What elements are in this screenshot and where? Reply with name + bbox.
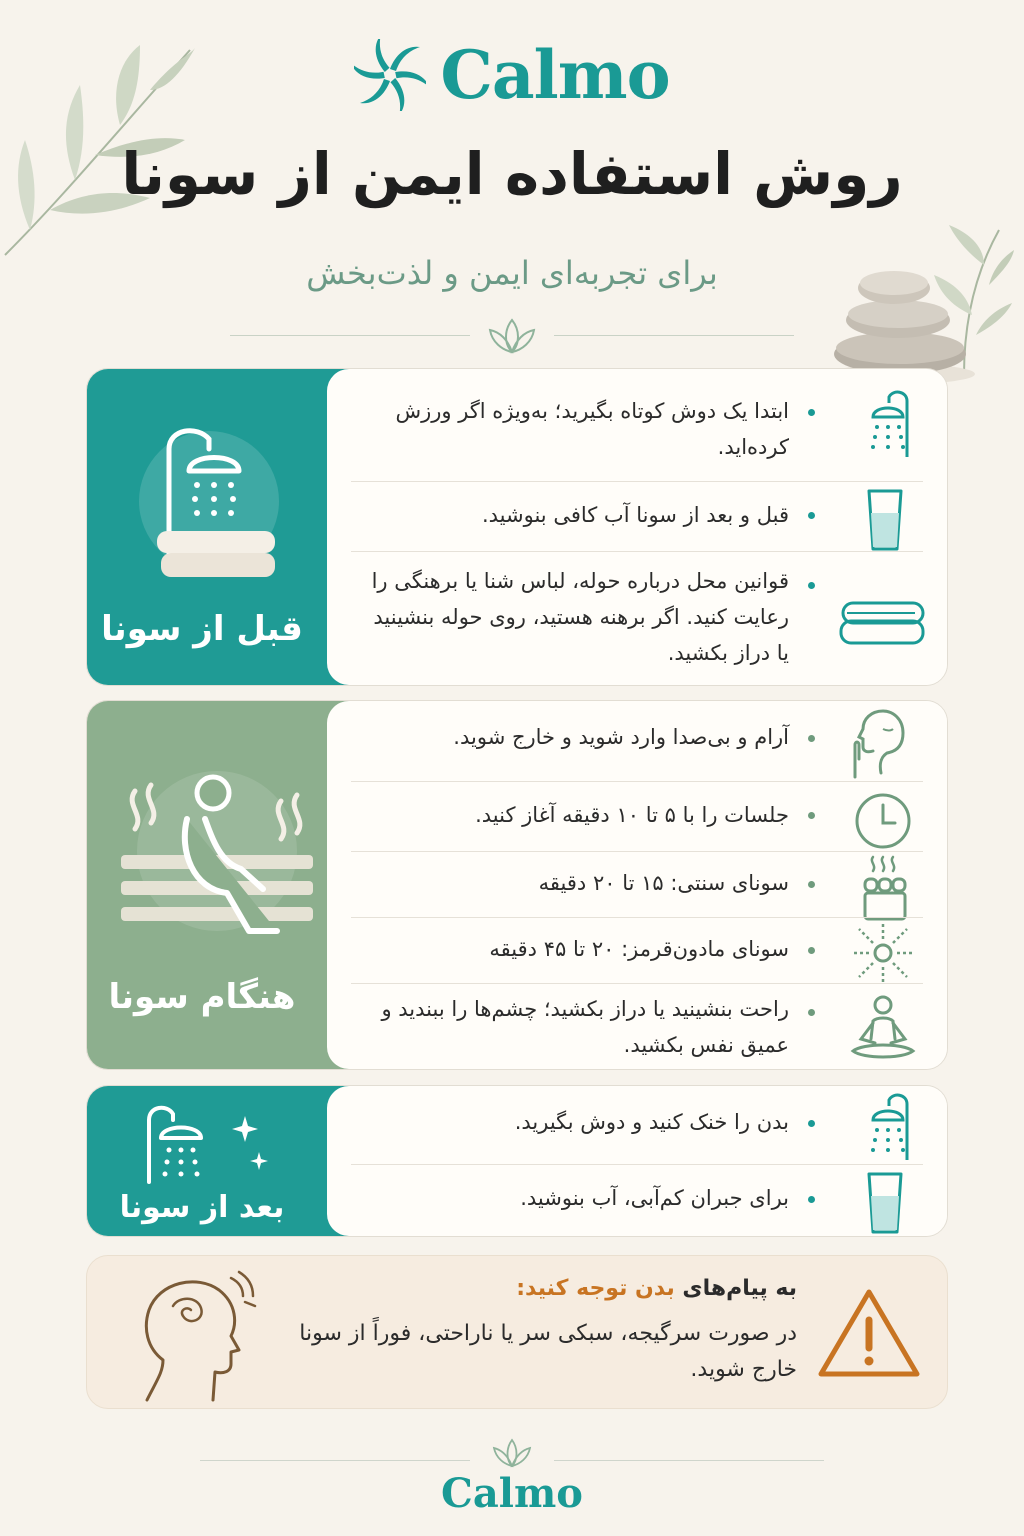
warning-title-prefix: به پیام‌های bbox=[674, 1276, 797, 1301]
pinwheel-icon bbox=[354, 39, 426, 111]
warning-title-highlight: بدن توجه کنید: bbox=[516, 1276, 675, 1301]
lotus-icon bbox=[490, 1436, 534, 1468]
section-content bbox=[327, 369, 947, 685]
list-item bbox=[351, 851, 923, 917]
list-item bbox=[351, 1164, 923, 1237]
list-item bbox=[351, 781, 923, 851]
section-label: بعد از سونا bbox=[119, 1190, 285, 1225]
item-text: بدن را خنک کنید و دوش بگیرید. bbox=[514, 1110, 789, 1134]
footer-brand: Calmo bbox=[441, 1470, 583, 1517]
item-text: قوانین محل درباره حوله، لباس شنا یا برهنگی را رعایت کنید. اگر برهنه هستید، روی حوله بنشینید یا دراز بکشید. bbox=[371, 569, 789, 665]
item-text: سونای مادون‌قرمز: ۲۰ تا ۴۵ دقیقه bbox=[489, 937, 789, 961]
list-item bbox=[351, 983, 923, 1070]
section-side-panel bbox=[87, 369, 349, 685]
section-content bbox=[327, 701, 947, 1069]
warning-triangle-icon bbox=[815, 1286, 923, 1382]
item-text: قبل و بعد از سونا آب کافی بنوشید. bbox=[481, 503, 789, 527]
section-before-sauna bbox=[86, 368, 948, 686]
page-subtitle: برای تجربه‌ای ایمن و لذت‌بخش bbox=[306, 254, 718, 292]
section-content bbox=[327, 1086, 947, 1236]
lotus-icon bbox=[482, 316, 542, 356]
footer-divider bbox=[200, 1432, 824, 1472]
brand-header bbox=[0, 32, 1024, 118]
sauna-person-icon bbox=[117, 771, 317, 961]
shower-towels-icon bbox=[117, 409, 297, 589]
list-item bbox=[351, 701, 923, 781]
section-after-sauna bbox=[86, 1085, 948, 1237]
dizzy-head-icon bbox=[127, 1268, 267, 1404]
warning-title bbox=[387, 1276, 797, 1301]
shower-sparkle-icon bbox=[137, 1096, 277, 1184]
warning-text: در صورت سرگیجه، سبکی سر یا ناراحتی، فوراً از سونا خارج شوید. bbox=[299, 1321, 797, 1382]
list-item bbox=[351, 551, 923, 686]
water-glass-icon bbox=[847, 483, 919, 555]
list-item bbox=[351, 917, 923, 983]
section-during-sauna bbox=[86, 700, 948, 1070]
item-text: ابتدا یک دوش کوتاه بگیرید؛ به‌ویژه اگر ورزش کرده‌اید. bbox=[395, 399, 789, 459]
header-divider bbox=[230, 316, 794, 356]
section-label: قبل از سونا bbox=[101, 609, 303, 649]
item-text: جلسات را با ۵ تا ۱۰ دقیقه آغاز کنید. bbox=[475, 803, 789, 827]
page-title: روش استفاده ایمن از سونا bbox=[121, 140, 903, 208]
list-item bbox=[351, 481, 923, 551]
meditation-icon bbox=[847, 993, 919, 1065]
warning-box bbox=[86, 1255, 948, 1409]
infrared-icon bbox=[847, 917, 919, 989]
towel-icon bbox=[837, 589, 927, 661]
item-text: برای جبران کم‌آبی، آب بنوشید. bbox=[520, 1186, 789, 1210]
water-glass-icon bbox=[847, 1166, 919, 1237]
list-item bbox=[351, 1086, 923, 1164]
sauna-stones-icon bbox=[847, 853, 919, 925]
brand-name: Calmo bbox=[440, 36, 670, 114]
shower-icon bbox=[847, 1090, 919, 1162]
section-label: هنگام سونا bbox=[108, 977, 296, 1017]
item-text: سونای سنتی: ۱۵ تا ۲۰ دقیقه bbox=[538, 871, 789, 895]
clock-icon bbox=[847, 785, 919, 857]
item-text: آرام و بی‌صدا وارد شوید و خارج شوید. bbox=[453, 725, 789, 749]
section-side-panel bbox=[87, 1086, 349, 1236]
list-item bbox=[351, 369, 923, 481]
shower-icon bbox=[847, 387, 919, 459]
quiet-person-icon bbox=[847, 707, 919, 779]
section-side-panel bbox=[87, 701, 349, 1069]
item-text: راحت بنشینید یا دراز بکشید؛ چشم‌ها را ببندید و عمیق نفس بکشید. bbox=[381, 997, 789, 1057]
